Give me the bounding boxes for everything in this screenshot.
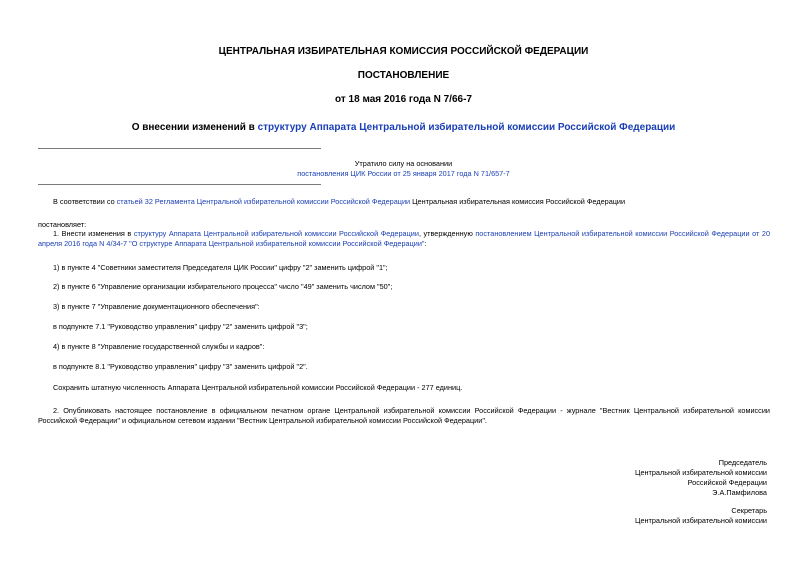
item-2: 2) в пункте 6 "Управление организации избирательного процесса" число "49" заменить числом "50";	[53, 282, 393, 291]
item-4: 4) в пункте 8 "Управление государственной службы и кадров":	[53, 342, 265, 351]
chair-org-line1: Центральной избирательной комиссии	[635, 468, 767, 477]
intro-suffix: Центральная избирательная комиссия Российской Федерации	[410, 197, 626, 206]
secretary-signature-block	[635, 506, 767, 526]
divider-bottom	[38, 184, 321, 185]
divider-top	[38, 148, 321, 149]
repeal-decree-link[interactable]: постановления ЦИК России от 25 января 2017 года N 71/657-7	[297, 169, 510, 178]
chair-signature-block	[635, 458, 767, 498]
intro-prefix: В соответствии со	[53, 197, 117, 206]
p1-decree-link[interactable]: постановлением Центральной избирательной комиссии Российской Федерации от 20 апреля 2016 года N 4/34-7 "О структуре Аппарата Центральной избирательной комиссии Российской Федерации"	[38, 229, 771, 248]
structure-link[interactable]: структуру Аппарата Центральной избирательной комиссии Российской Федерации	[257, 122, 676, 133]
paragraph-1	[38, 229, 770, 249]
chair-title: Председатель	[718, 458, 767, 467]
secretary-org-line1: Центральной избирательной комиссии	[635, 516, 767, 525]
intro-paragraph	[53, 197, 625, 207]
p1-text-a: 1. Внести изменения в	[53, 229, 134, 238]
item-3: 3) в пункте 7 "Управление документационного обеспечения":	[53, 302, 260, 311]
authority-heading: ЦЕНТРАЛЬНАЯ ИЗБИРАТЕЛЬНАЯ КОМИССИЯ РОССИЙСКОЙ ФЕДЕРАЦИИ	[218, 46, 589, 57]
document-title-prefix: О внесении изменений в	[131, 122, 258, 133]
document-date-number: от 18 мая 2016 года N 7/66-7	[335, 94, 472, 105]
p1-structure-link[interactable]: структуру Аппарата Центральной избирательной комиссии Российской Федерации	[133, 229, 419, 238]
chair-name: Э.А.Памфилова	[712, 488, 767, 497]
secretary-title: Секретарь	[731, 506, 767, 515]
p1-text-c: :	[424, 239, 427, 248]
chair-org-line2: Российской Федерации	[687, 478, 767, 487]
article-32-link[interactable]: статьей 32 Регламента Центральной избирательной комиссии Российской Федерации	[116, 197, 411, 206]
p1-text-b: , утвержденную	[418, 229, 476, 238]
item-1: 1) в пункте 4 "Советники заместителя Председателя ЦИК России" цифру "2" заменить цифрой "1";	[53, 263, 388, 272]
staff-count-text: Сохранить штатную численность Аппарата Центральной избирательной комиссии Российской Федерации - 277 единиц.	[53, 383, 463, 392]
item-4-sub: в подпункте 8.1 "Руководство управления" цифру "3" заменить цифрой "2".	[53, 362, 308, 371]
item-3-sub: в подпункте 7.1 "Руководство управления" цифру "2" заменить цифрой "3";	[53, 322, 308, 331]
document-title	[0, 122, 807, 133]
repeal-notice-line1: Утратило силу на основании	[354, 159, 453, 168]
paragraph-2: 2. Опубликовать настоящее постановление в официальном печатном органе Центральной избирательной комиссии Российской Федерации - журнале "Вестник Центральной избирательной комиссии Российской Федерации" и официальном сетевом издании "Вестник Центральной избирательной комиссии Российской Федерации".	[38, 406, 770, 425]
decides-text: постановляет:	[38, 220, 87, 229]
document-type: ПОСТАНОВЛЕНИЕ	[357, 70, 450, 81]
